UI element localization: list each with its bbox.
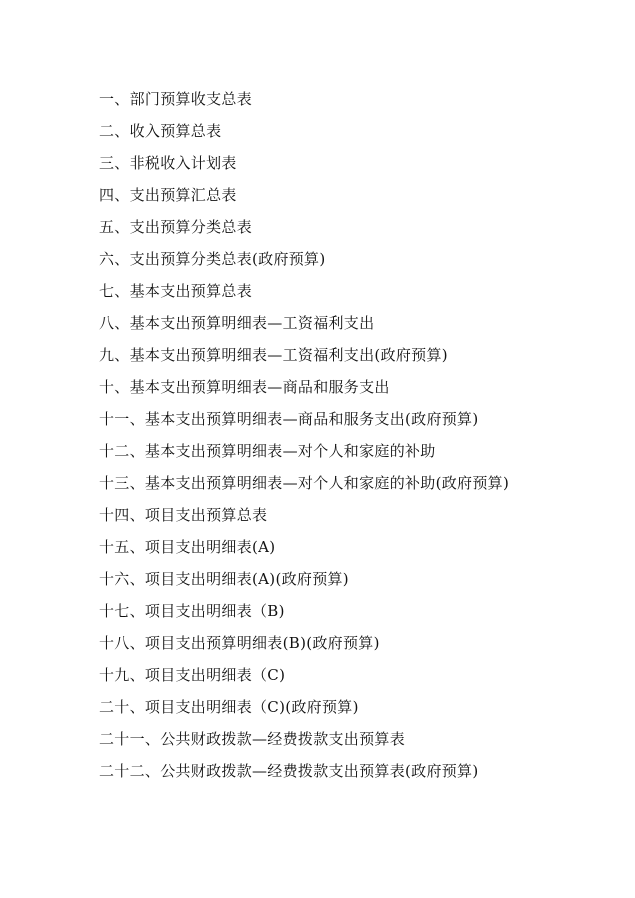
toc-item: 三、非税收入计划表 xyxy=(99,154,237,172)
toc-item: 十一、基本支出预算明细表—商品和服务支出(政府预算) xyxy=(99,410,479,428)
toc-item: 一、部门预算收支总表 xyxy=(99,90,253,108)
toc-item: 八、基本支出预算明细表—工资福利支出 xyxy=(99,314,375,332)
toc-item: 十九、项目支出明细表（C) xyxy=(99,666,286,684)
toc-item: 十三、基本支出预算明细表—对个人和家庭的补助(政府预算) xyxy=(99,474,510,492)
toc-item: 十四、项目支出预算总表 xyxy=(99,506,268,524)
toc-item: 四、支出预算汇总表 xyxy=(99,186,237,204)
toc-item: 七、基本支出预算总表 xyxy=(99,282,253,300)
toc-item: 六、支出预算分类总表(政府预算) xyxy=(99,250,326,268)
toc-item: 二、收入预算总表 xyxy=(99,122,222,140)
toc-item: 十七、项目支出明细表（B) xyxy=(99,602,285,620)
toc-item: 二十、项目支出明细表（C)(政府预算) xyxy=(99,698,359,716)
toc-item: 十六、项目支出明细表(A)(政府预算) xyxy=(99,570,349,588)
table-of-contents xyxy=(99,86,619,790)
toc-item: 十八、项目支出预算明细表(B)(政府预算) xyxy=(99,634,380,652)
toc-item: 十、基本支出预算明细表—商品和服务支出 xyxy=(99,378,390,396)
toc-item: 十二、基本支出预算明细表—对个人和家庭的补助 xyxy=(99,442,436,460)
toc-item: 五、支出预算分类总表 xyxy=(99,218,253,236)
toc-item: 二十二、公共财政拨款—经费拨款支出预算表(政府预算) xyxy=(99,762,479,780)
toc-item: 二十一、公共财政拨款—经费拨款支出预算表 xyxy=(99,730,406,748)
toc-item: 十五、项目支出明细表(A) xyxy=(99,538,276,556)
toc-item: 九、基本支出预算明细表—工资福利支出(政府预算) xyxy=(99,346,448,364)
